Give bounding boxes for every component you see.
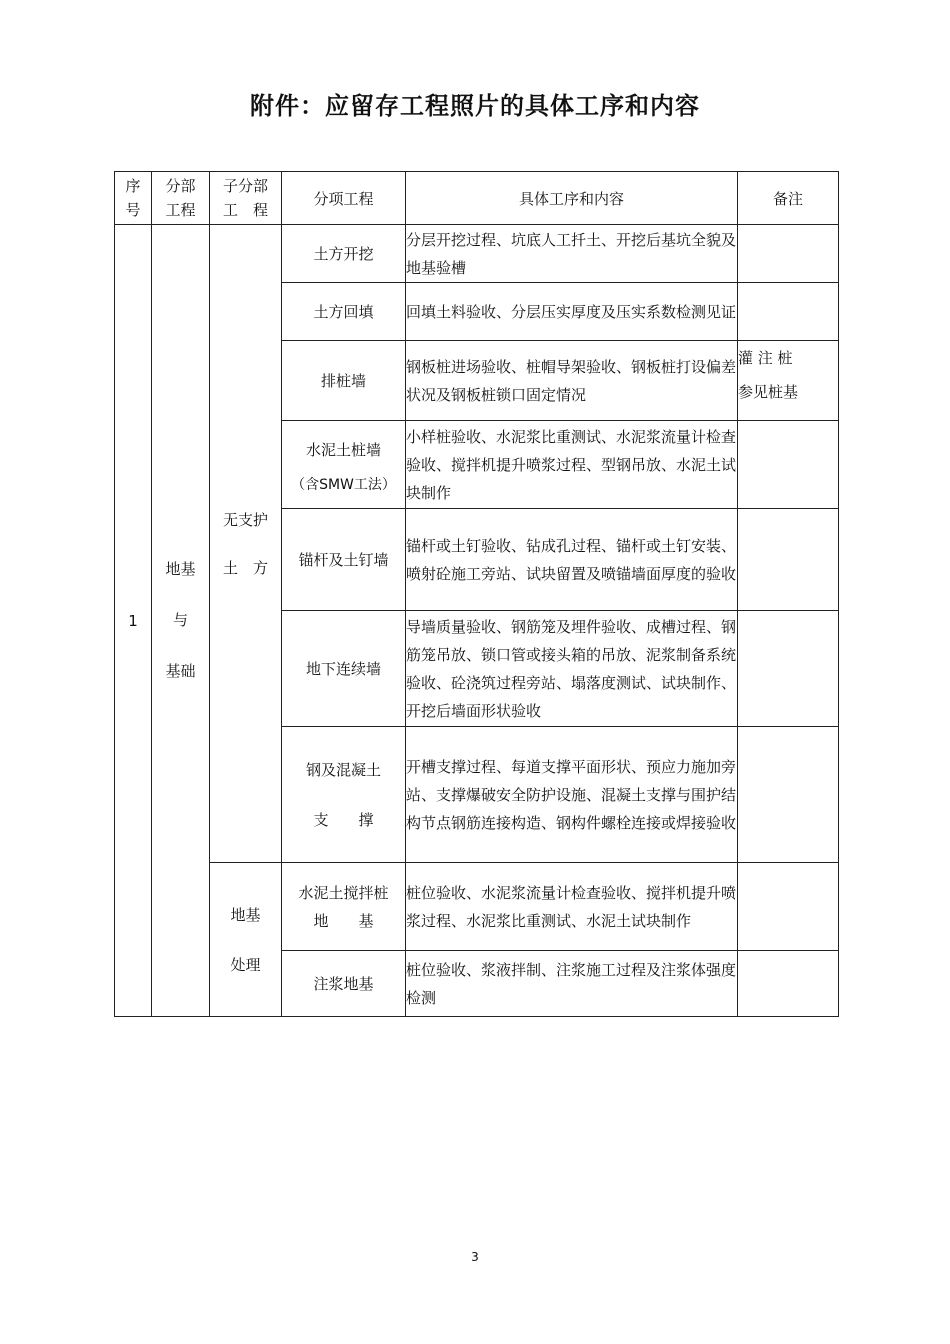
item-cell: 钢及混凝土 支 撑 <box>282 727 406 863</box>
item-cell: 排桩墙 <box>282 341 406 421</box>
header-item: 分项工程 <box>282 172 406 225</box>
table-row <box>115 863 839 951</box>
note-cell <box>738 225 839 283</box>
header-division: 分部 工程 <box>152 172 210 225</box>
content-cell: 桩位验收、浆液拌制、注浆施工过程及注浆体强度检测 <box>406 951 738 1017</box>
content-cell: 桩位验收、水泥浆流量计检查验收、搅拌机提升喷浆过程、水泥浆比重测试、水泥土试块制作 <box>406 863 738 951</box>
note-cell <box>738 951 839 1017</box>
content-cell: 小样桩验收、水泥浆比重测试、水泥浆流量计检查验收、搅拌机提升喷浆过程、型钢吊放、水泥土试块制作 <box>406 421 738 509</box>
content-cell: 钢板桩进场验收、桩帽导架验收、钢板桩打设偏差状况及钢板桩锁口固定情况 <box>406 341 738 421</box>
content-cell: 导墙质量验收、钢筋笼及埋件验收、成槽过程、钢筋笼吊放、锁口管或接头箱的吊放、泥浆制备系统验收、砼浇筑过程旁站、塌落度测试、试块制作、开挖后墙面形状验收 <box>406 611 738 727</box>
division-cell: 地基 与 基础 <box>152 225 210 1017</box>
note-cell <box>738 283 839 341</box>
content-cell: 开槽支撑过程、每道支撑平面形状、预应力施加旁站、支撑爆破安全防护设施、混凝土支撑与围护结构节点钢筋连接构造、钢构件螺栓连接或焊接验收 <box>406 727 738 863</box>
item-cell: 地下连续墙 <box>282 611 406 727</box>
note-cell <box>738 727 839 863</box>
header-subdivision: 子分部 工 程 <box>210 172 282 225</box>
content-cell: 锚杆或土钉验收、钻成孔过程、锚杆或土钉安装、喷射砼施工旁站、试块留置及喷锚墙面厚度的验收 <box>406 509 738 611</box>
document-title: 附件：应留存工程照片的具体工序和内容 <box>250 92 700 120</box>
note-cell <box>738 509 839 611</box>
item-cell: 锚杆及土钉墙 <box>282 509 406 611</box>
item-cell: 土方开挖 <box>282 225 406 283</box>
item-cell: 注浆地基 <box>282 951 406 1017</box>
header-note: 备注 <box>738 172 839 225</box>
page-number: 3 <box>471 1250 479 1264</box>
table-header-row <box>115 172 839 225</box>
header-seq: 序 号 <box>115 172 152 225</box>
item-cell: 水泥土桩墙 （含SMW工法） <box>282 421 406 509</box>
note-cell <box>738 611 839 727</box>
note-cell: 灌 注 桩 参见桩基 <box>738 341 839 421</box>
content-cell: 回填土料验收、分层压实厚度及压实系数检测见证 <box>406 283 738 341</box>
header-content: 具体工序和内容 <box>406 172 738 225</box>
process-table <box>114 171 839 1017</box>
note-cell <box>738 421 839 509</box>
subdivision-unsupported-cell: 无支护 土 方 <box>210 225 282 863</box>
content-cell: 分层开挖过程、坑底人工扦土、开挖后基坑全貌及地基验槽 <box>406 225 738 283</box>
seq-cell: 1 <box>115 225 152 1017</box>
subdivision-foundation-cell: 地基 处理 <box>210 863 282 1017</box>
table-row <box>115 225 839 283</box>
note-cell <box>738 863 839 951</box>
item-cell: 土方回填 <box>282 283 406 341</box>
item-cell: 水泥土搅拌桩 地 基 <box>282 863 406 951</box>
